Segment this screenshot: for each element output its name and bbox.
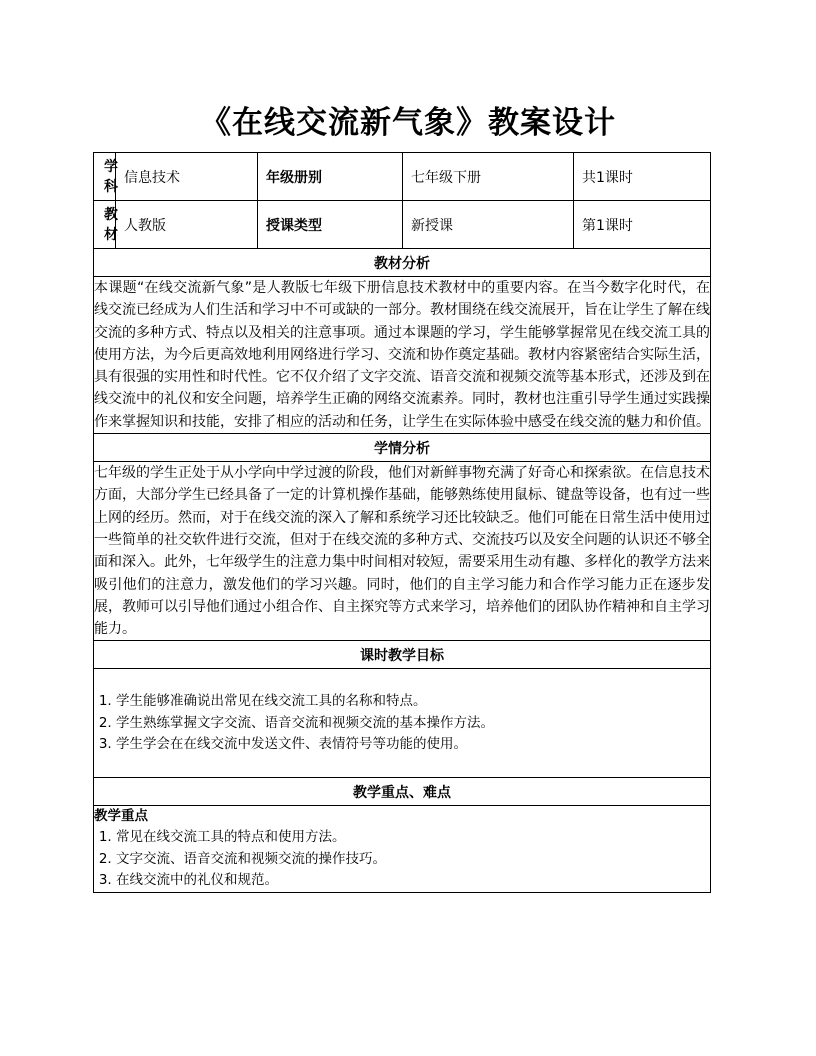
goal-item: 1. 学生能够准确说出常见在线交流工具的名称和特点。 xyxy=(116,691,710,713)
goals-cell xyxy=(94,669,711,778)
students-heading: 学情分析 xyxy=(94,434,711,462)
goals-row xyxy=(94,669,711,778)
type-label: 授课类型 xyxy=(266,217,322,234)
subject-value: 信息技术 xyxy=(124,169,180,186)
goals-list xyxy=(94,691,710,756)
keypoints-row xyxy=(94,806,711,893)
goals-heading-row xyxy=(94,641,711,669)
keypoint-item: 1. 常见在线交流工具的特点和使用方法。 xyxy=(116,827,710,849)
grade-value: 七年级下册 xyxy=(411,169,481,186)
keypoints-subheading: 教学重点 xyxy=(94,808,148,825)
type-value: 新授课 xyxy=(411,217,453,234)
goal-item: 2. 学生熟练掌握文字交流、语音交流和视频交流的基本操作方法。 xyxy=(116,713,710,735)
textbook-label: 教材 xyxy=(104,206,118,243)
type-label-cell xyxy=(258,201,403,249)
info-row-subject xyxy=(94,153,711,201)
document-title: 《在线交流新气象》教案设计 xyxy=(200,105,616,141)
subject-value-cell xyxy=(116,153,258,201)
textbook-value: 人教版 xyxy=(124,217,166,234)
total-hours: 共1课时 xyxy=(582,169,633,186)
grade-label-cell xyxy=(258,153,403,201)
keypoint-item: 3. 在线交流中的礼仪和规范。 xyxy=(116,870,710,892)
current-hour-cell xyxy=(574,201,711,249)
goal-item: 3. 学生学会在在线交流中发送文件、表情符号等功能的使用。 xyxy=(116,734,710,756)
subject-label: 学科 xyxy=(104,158,118,195)
type-value-cell xyxy=(403,201,574,249)
students-heading-row xyxy=(94,434,711,462)
keypoints-cell xyxy=(94,806,711,893)
textbook-label-cell xyxy=(94,201,116,249)
keypoints-heading: 教学重点、难点 xyxy=(94,778,711,806)
keypoint-item: 2. 文字交流、语音交流和视频交流的操作技巧。 xyxy=(116,849,710,871)
keypoints-heading-row xyxy=(94,778,711,806)
students-text: 七年级的学生正处于从小学向中学过渡的阶段，他们对新鲜事物充满了好奇心和探索欲。在信息技术方面，大部分学生已经具备了一定的计算机操作基础，能够熟练使用鼠标、键盘等设备，也有过一些上网的经历。然而，对于在线交流的深入了解和系统学习还比较缺乏。他们可能在日常生活中使用过一些简单的社交软件进行交流，但对于在线交流的多种方式、交流技巧以及安全问题的认识还不够全面和深入。此外，七年级学生的注意力集中时间相对较短，需要采用生动有趣、多样化的教学方法来吸引他们的注意力，激发他们的学习兴趣。同时，他们的自主学习能力和合作学习能力正在逐步发展，教师可以引导他们通过小组合作、自主探究等方式来学习，培养他们的团队协作精神和自主学习能力。 xyxy=(94,462,711,641)
material-row xyxy=(94,277,711,434)
current-hour: 第1课时 xyxy=(582,217,633,234)
material-heading: 教材分析 xyxy=(94,249,711,277)
goals-heading: 课时教学目标 xyxy=(94,641,711,669)
grade-value-cell xyxy=(403,153,574,201)
textbook-value-cell xyxy=(116,201,258,249)
subject-label-cell xyxy=(94,153,116,201)
students-row xyxy=(94,462,711,641)
material-heading-row xyxy=(94,249,711,277)
lesson-plan-table xyxy=(93,152,711,893)
info-row-textbook xyxy=(94,201,711,249)
material-text: 本课题“在线交流新气象”是人教版七年级下册信息技术教材中的重要内容。在当今数字化时代，在线交流已经成为人们生活和学习中不可或缺的一部分。教材围绕在线交流展开，旨在让学生了解在线交流的多种方式、特点以及相关的注意事项。通过本课题的学习，学生能够掌握常见在线交流工具的使用方法，为今后更高效地利用网络进行学习、交流和协作奠定基础。教材内容紧密结合实际生活，具有很强的实用性和时代性。它不仅介绍了文字交流、语音交流和视频交流等基本形式，还涉及到在线交流中的礼仪和安全问题，培养学生正确的网络交流素养。同时，教材也注重引导学生通过实践操作来掌握知识和技能，安排了相应的活动和任务，让学生在实际体验中感受在线交流的魅力和价值。 xyxy=(94,277,711,434)
grade-label: 年级册别 xyxy=(266,169,322,186)
total-hours-cell xyxy=(574,153,711,201)
keypoints-list xyxy=(94,827,710,892)
